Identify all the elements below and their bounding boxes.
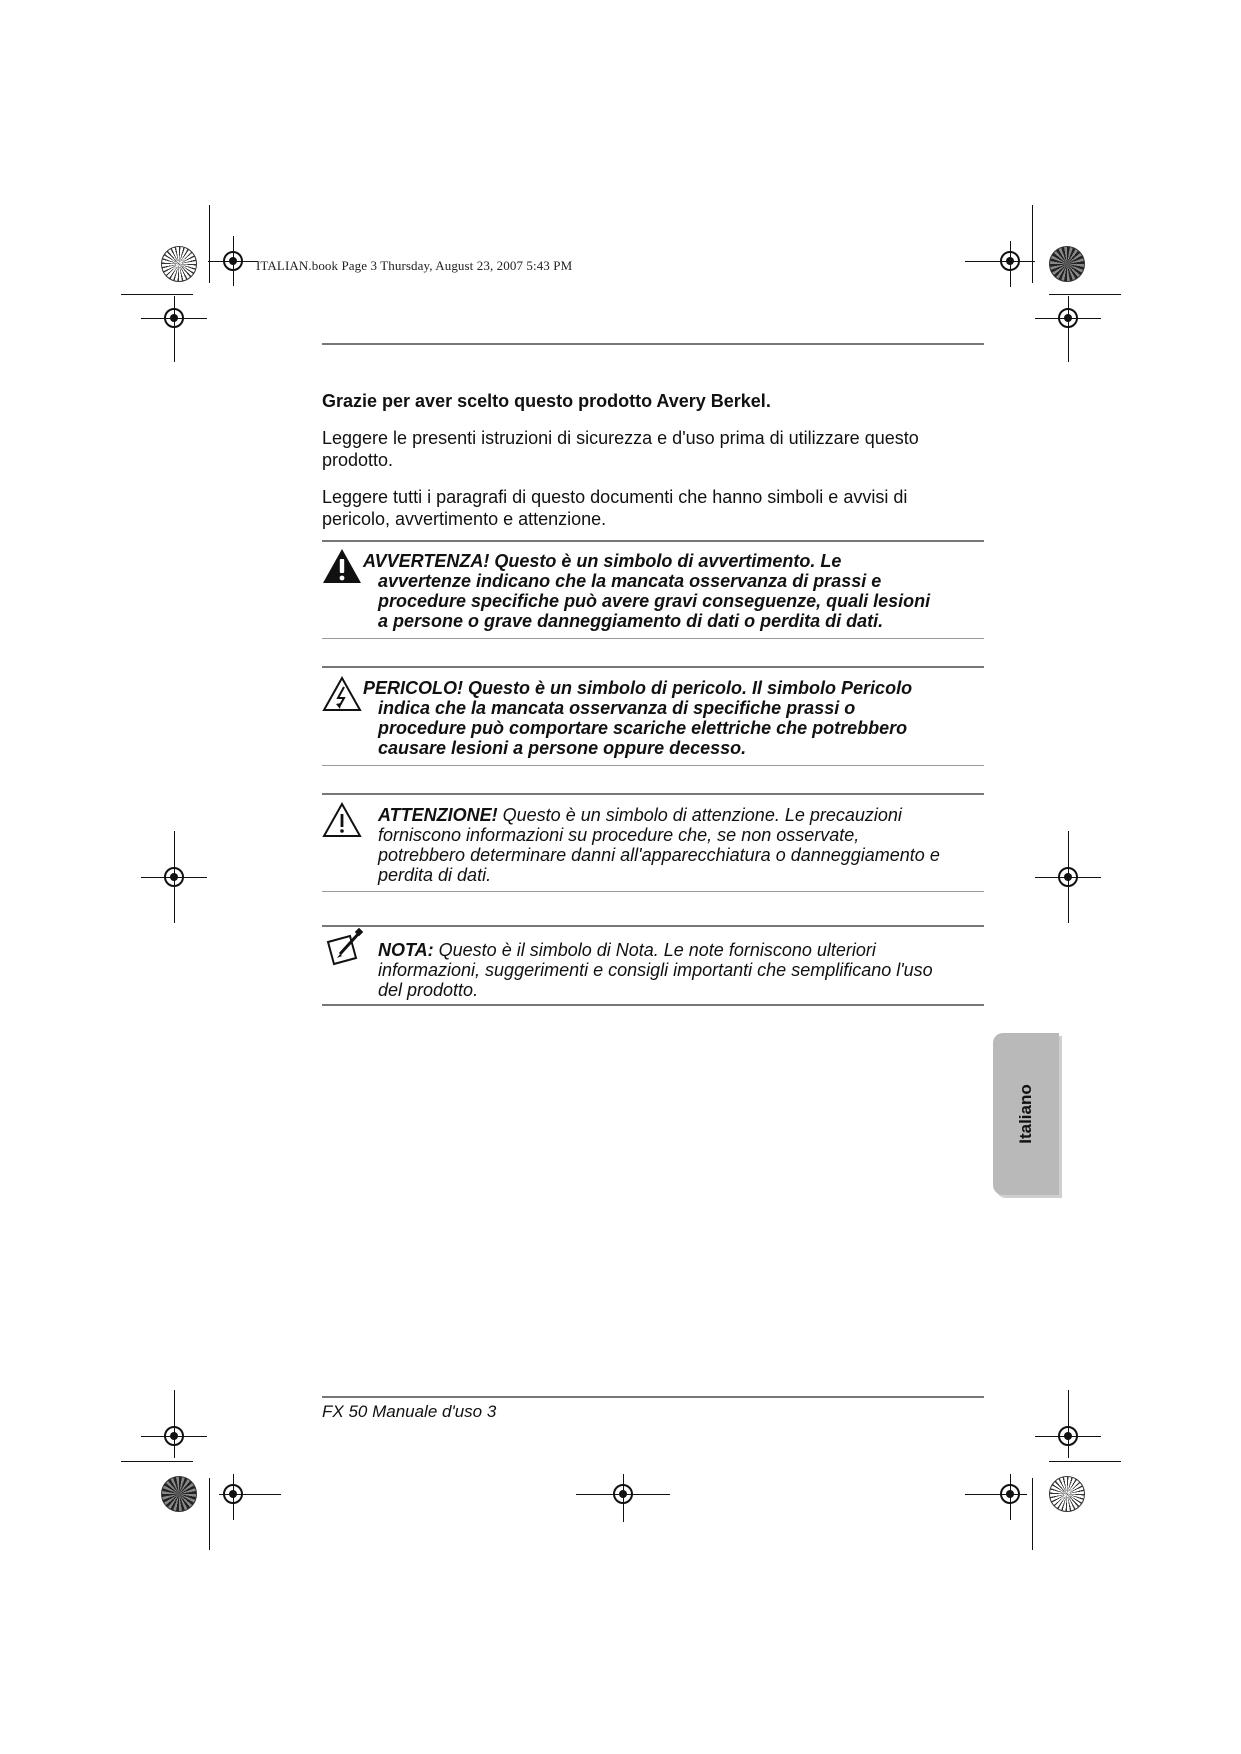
registration-rosette-icon bbox=[1049, 246, 1085, 282]
intro-paragraph-1: Leggere le presenti istruzioni di sicurezza e d'uso prima di utilizzare questo prodotto. bbox=[322, 428, 919, 470]
caution-notice-text: ATTENZIONE! Questo è un simbolo di attenzione. Le precauzioni forniscono informazioni su procedure che, se non osservate, potrebbero determinare danni all'apparecchiatura o danneggiamento e perdita di dati. bbox=[378, 805, 940, 885]
danger-notice-text: PERICOLO! Questo è un simbolo di pericolo. Il simbolo Pericolo indica che la mancata osservanza di specifiche prassi o procedure può comportare scariche elettriche che potrebbero causare lesioni a persone oppure decesso. bbox=[363, 678, 913, 758]
note-keyword: NOTA: bbox=[378, 940, 434, 960]
intro-paragraph-2: Leggere tutti i paragrafi di questo documenti che hanno simboli e avvisi di pericolo, avvertimento e attenzione. bbox=[322, 487, 908, 529]
language-tab bbox=[993, 1033, 1059, 1195]
print-header-stamp: ITALIAN.book Page 3 Thursday, August 23, 2007 5:43 PM bbox=[256, 258, 573, 273]
note-box-top-rule bbox=[322, 925, 984, 927]
intro-title: Grazie per aver scelto questo prodotto Avery Berkel. bbox=[322, 391, 771, 411]
warning-filled-triangle-icon bbox=[322, 548, 362, 584]
footer-rule bbox=[322, 1396, 984, 1398]
danger-box-bottom-rule bbox=[322, 765, 984, 766]
registration-rosette-icon bbox=[1049, 1476, 1085, 1512]
note-pencil-icon bbox=[322, 928, 366, 966]
danger-box-top-rule bbox=[322, 666, 984, 668]
registration-rosette-icon bbox=[161, 1476, 197, 1512]
note-notice-text: NOTA: Questo è il simbolo di Nota. Le note forniscono ulteriori informazioni, suggerimenti e consigli importanti che semplificano l'uso del prodotto. bbox=[378, 940, 933, 1000]
caution-box-top-rule bbox=[322, 793, 984, 795]
registration-rosette-icon bbox=[161, 246, 197, 282]
note-box-bottom-rule bbox=[322, 1004, 984, 1006]
caution-keyword: ATTENZIONE! bbox=[378, 805, 498, 825]
warning-box-top-rule bbox=[322, 540, 984, 542]
header-rule bbox=[322, 343, 984, 345]
electric-hazard-icon bbox=[322, 676, 362, 712]
warning-notice-text: AVVERTENZA! Questo è un simbolo di avvertimento. Le avvertenze indicano che la mancata osservanza di prassi e procedure specifiche può avere gravi conseguenze, quali lesioni a persone o grave danneggiamento di dati o perdita di dati. bbox=[363, 551, 931, 631]
warning-box-bottom-rule bbox=[322, 638, 984, 639]
language-tab-label: Italiano bbox=[1016, 1084, 1035, 1144]
page-footer: FX 50 Manuale d'uso 3 bbox=[322, 1402, 497, 1421]
caution-box-bottom-rule bbox=[322, 891, 984, 892]
caution-outline-triangle-icon bbox=[322, 802, 362, 838]
